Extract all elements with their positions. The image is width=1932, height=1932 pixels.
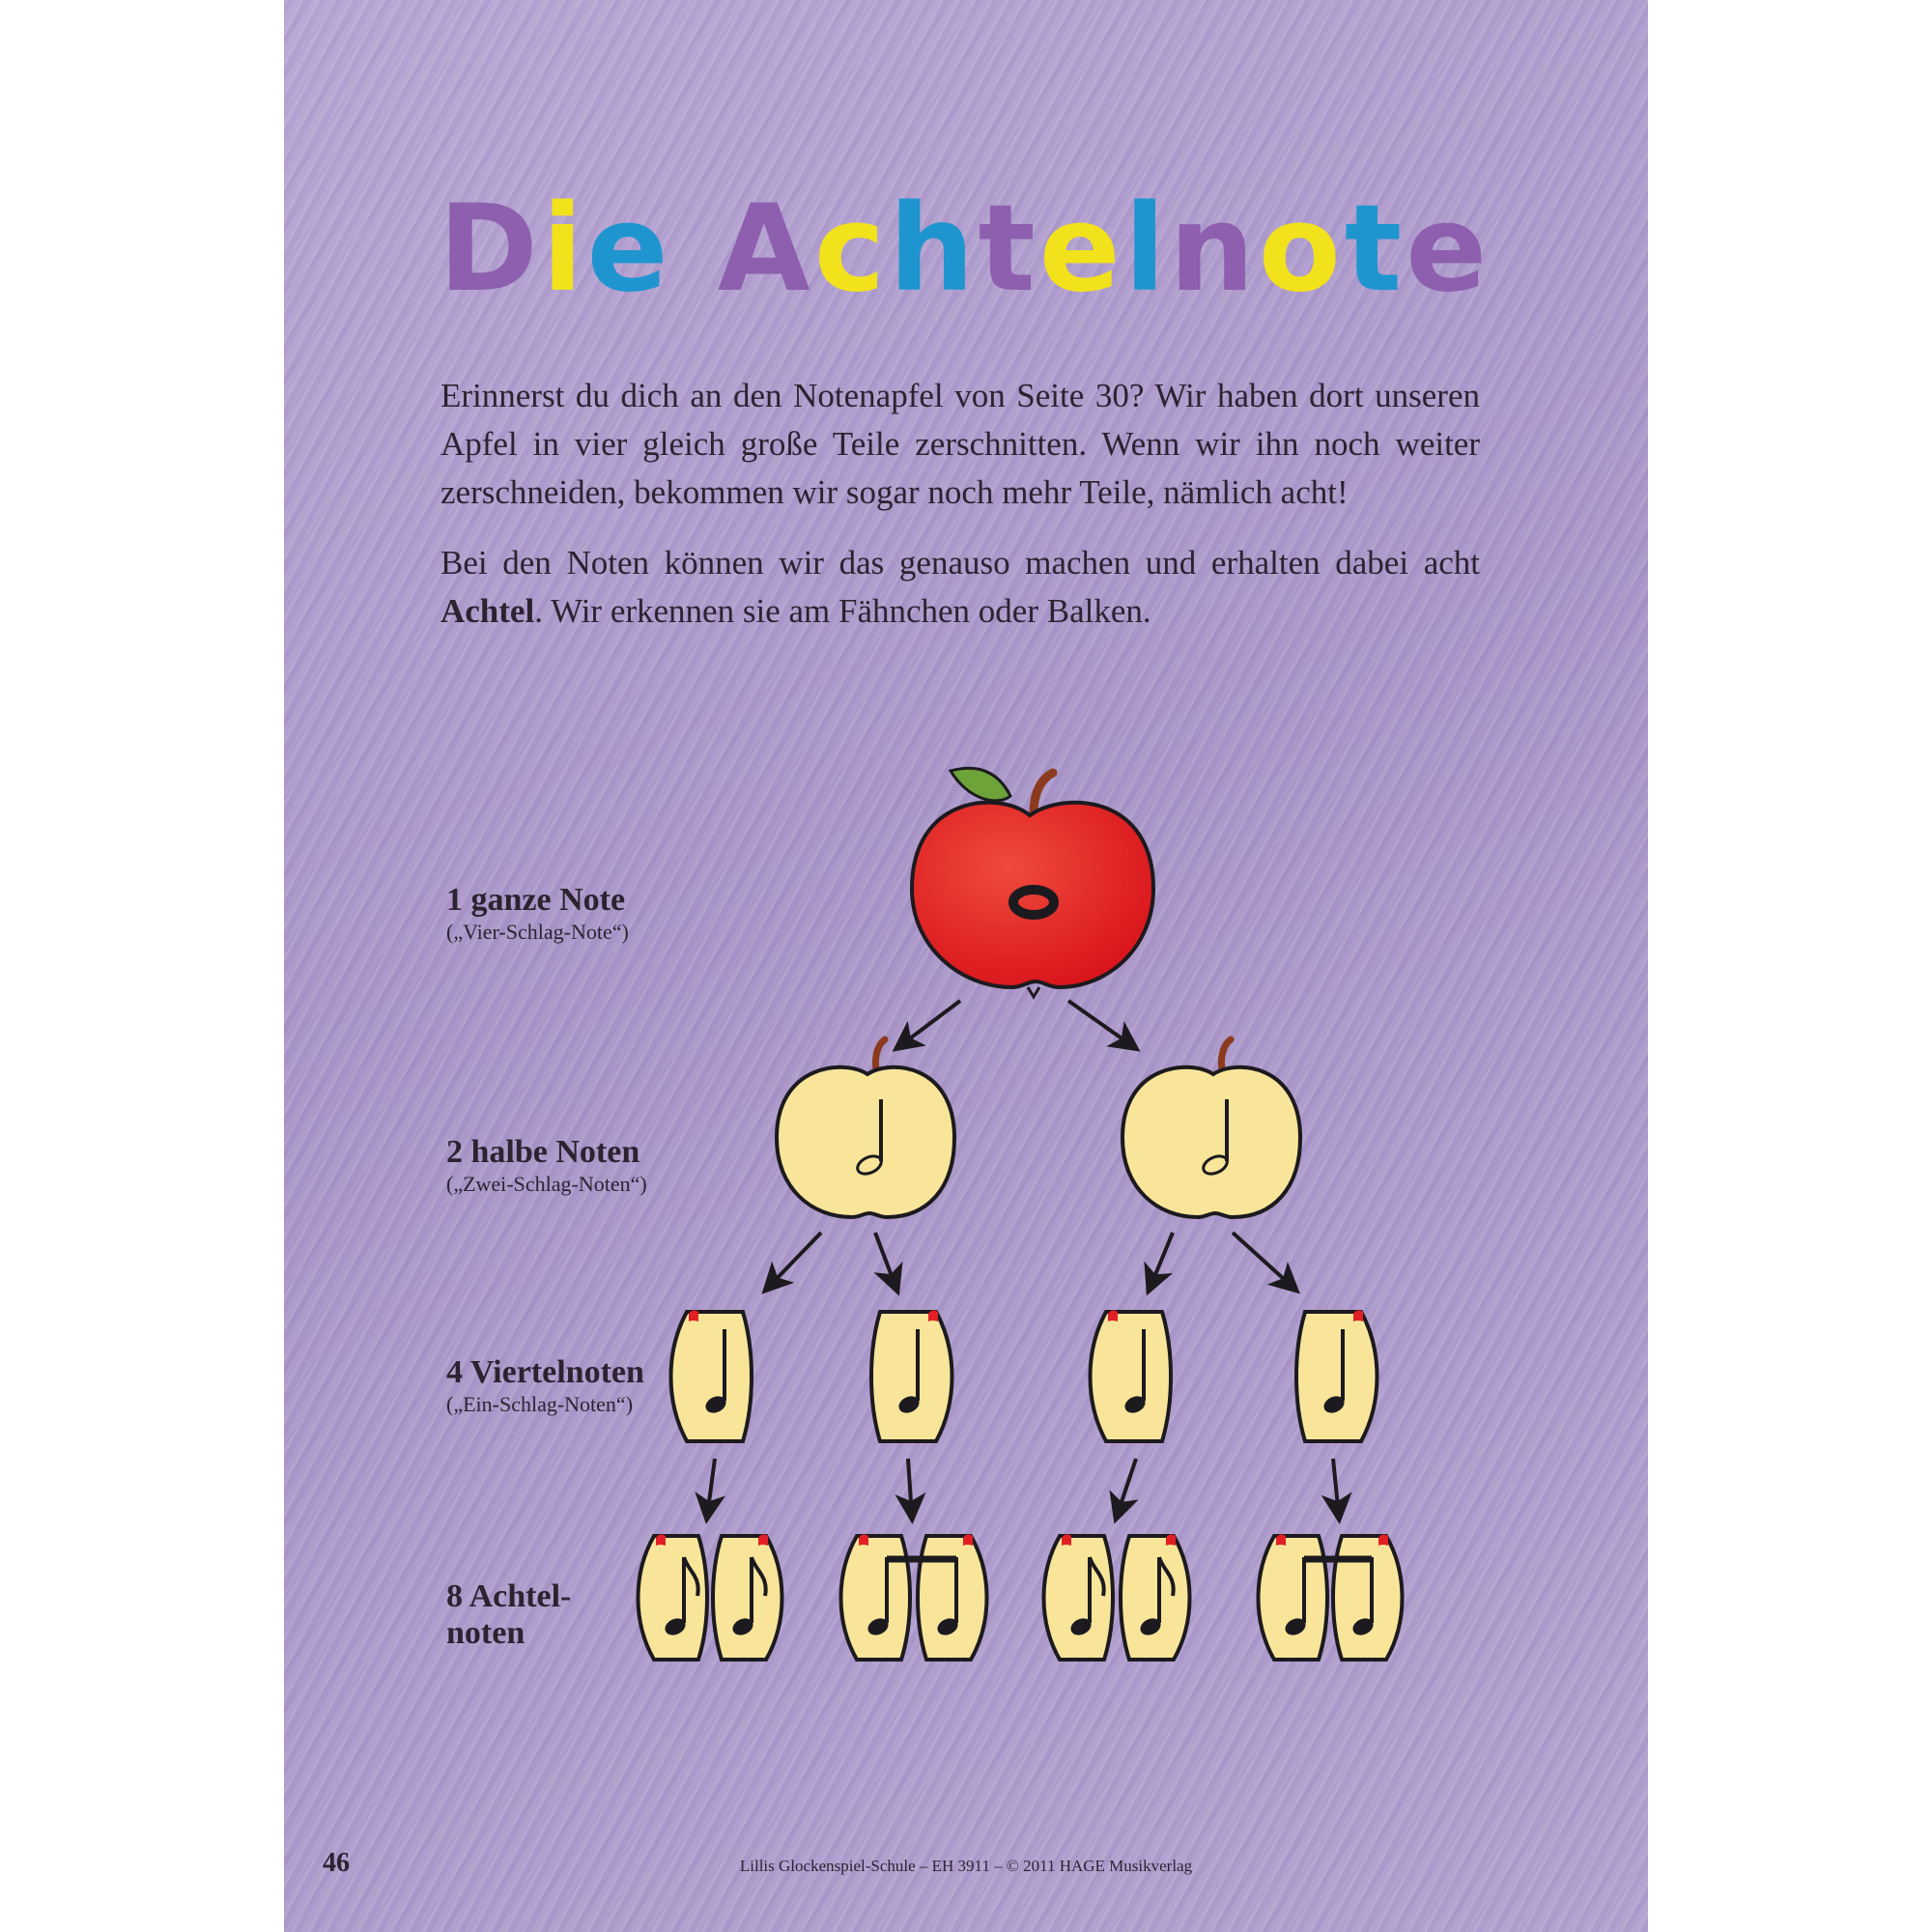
- title-letter: [672, 189, 718, 309]
- title-letter: l: [1123, 180, 1170, 319]
- title-letter: t: [1344, 180, 1406, 319]
- eighth-slice: [1259, 1534, 1328, 1660]
- red-apple-icon: [912, 803, 1153, 987]
- page-title: [439, 180, 1492, 319]
- arrows-to-quarters: [767, 1233, 1294, 1289]
- eighth-slice: [1333, 1534, 1403, 1660]
- label-whole-note: 1 ganze Note („Vier-Schlag-Note“): [446, 882, 629, 944]
- note-apple-diagram: [284, 734, 1648, 1681]
- half-apple-left: [777, 1039, 954, 1217]
- eighth-slice: [713, 1534, 782, 1660]
- title-letter: t: [978, 180, 1039, 319]
- quarter-slice: [1296, 1310, 1378, 1441]
- eighth-slice: [1121, 1534, 1190, 1660]
- title-letter: c: [813, 180, 890, 319]
- footer-credit: Lillis Glockenspiel-Schule – EH 3911 – © 2011 HAGE Musikverlag: [739, 1857, 1193, 1875]
- label-eighth-notes: 8 Achtel- noten: [446, 1578, 572, 1651]
- title-letter: n: [1169, 180, 1259, 319]
- eighth-slice: [639, 1534, 708, 1660]
- title-letter: o: [1258, 180, 1345, 319]
- title-letter: h: [889, 180, 979, 319]
- arrows-to-halves: [898, 1001, 1134, 1047]
- intro-paragraph: Erinnerst du dich an den Notenapfel von Seite 30? Wir haben dort unseren Apfel in vier gleich große Teile zerschnitten. Wenn wir ihn noch weiter zerschneiden, bekommen wir sogar noch mehr Teile, nämlich acht!: [440, 377, 1480, 511]
- title-letter: D: [439, 180, 542, 319]
- arrows-to-eighths: [707, 1459, 1339, 1517]
- page-number: 46: [323, 1848, 350, 1878]
- title-letter: e: [1406, 180, 1492, 319]
- achtel-term: Achtel: [440, 592, 535, 630]
- leaf-icon: [951, 768, 1010, 801]
- achtel-paragraph: Bei den Noten können wir das genauso machen und erhalten dabei acht Achtel. Wir erkennen sie am Fähnchen oder Balken.: [440, 544, 1480, 630]
- quarter-slice: [871, 1310, 952, 1441]
- book-page: [284, 0, 1648, 1932]
- eighth-slices: [639, 1534, 1403, 1660]
- eighth-slice: [841, 1534, 911, 1660]
- half-apple-right: [1122, 1039, 1300, 1217]
- label-half-notes: 2 halbe Noten („Zwei-Schlag-Noten“): [446, 1134, 647, 1196]
- title-letter: e: [1038, 180, 1124, 319]
- title-letter: A: [717, 180, 814, 319]
- title-letter: e: [586, 180, 672, 319]
- eighth-slice: [918, 1534, 987, 1660]
- title-letter: i: [541, 180, 587, 319]
- eighth-slice: [1044, 1534, 1114, 1660]
- label-quarter-notes: 4 Viertelnoten („Ein-Schlag-Noten“): [446, 1354, 644, 1416]
- quarter-slices: [671, 1310, 1378, 1441]
- quarter-slice: [671, 1310, 753, 1441]
- quarter-slice: [1091, 1310, 1172, 1441]
- whole-apple: [912, 768, 1153, 997]
